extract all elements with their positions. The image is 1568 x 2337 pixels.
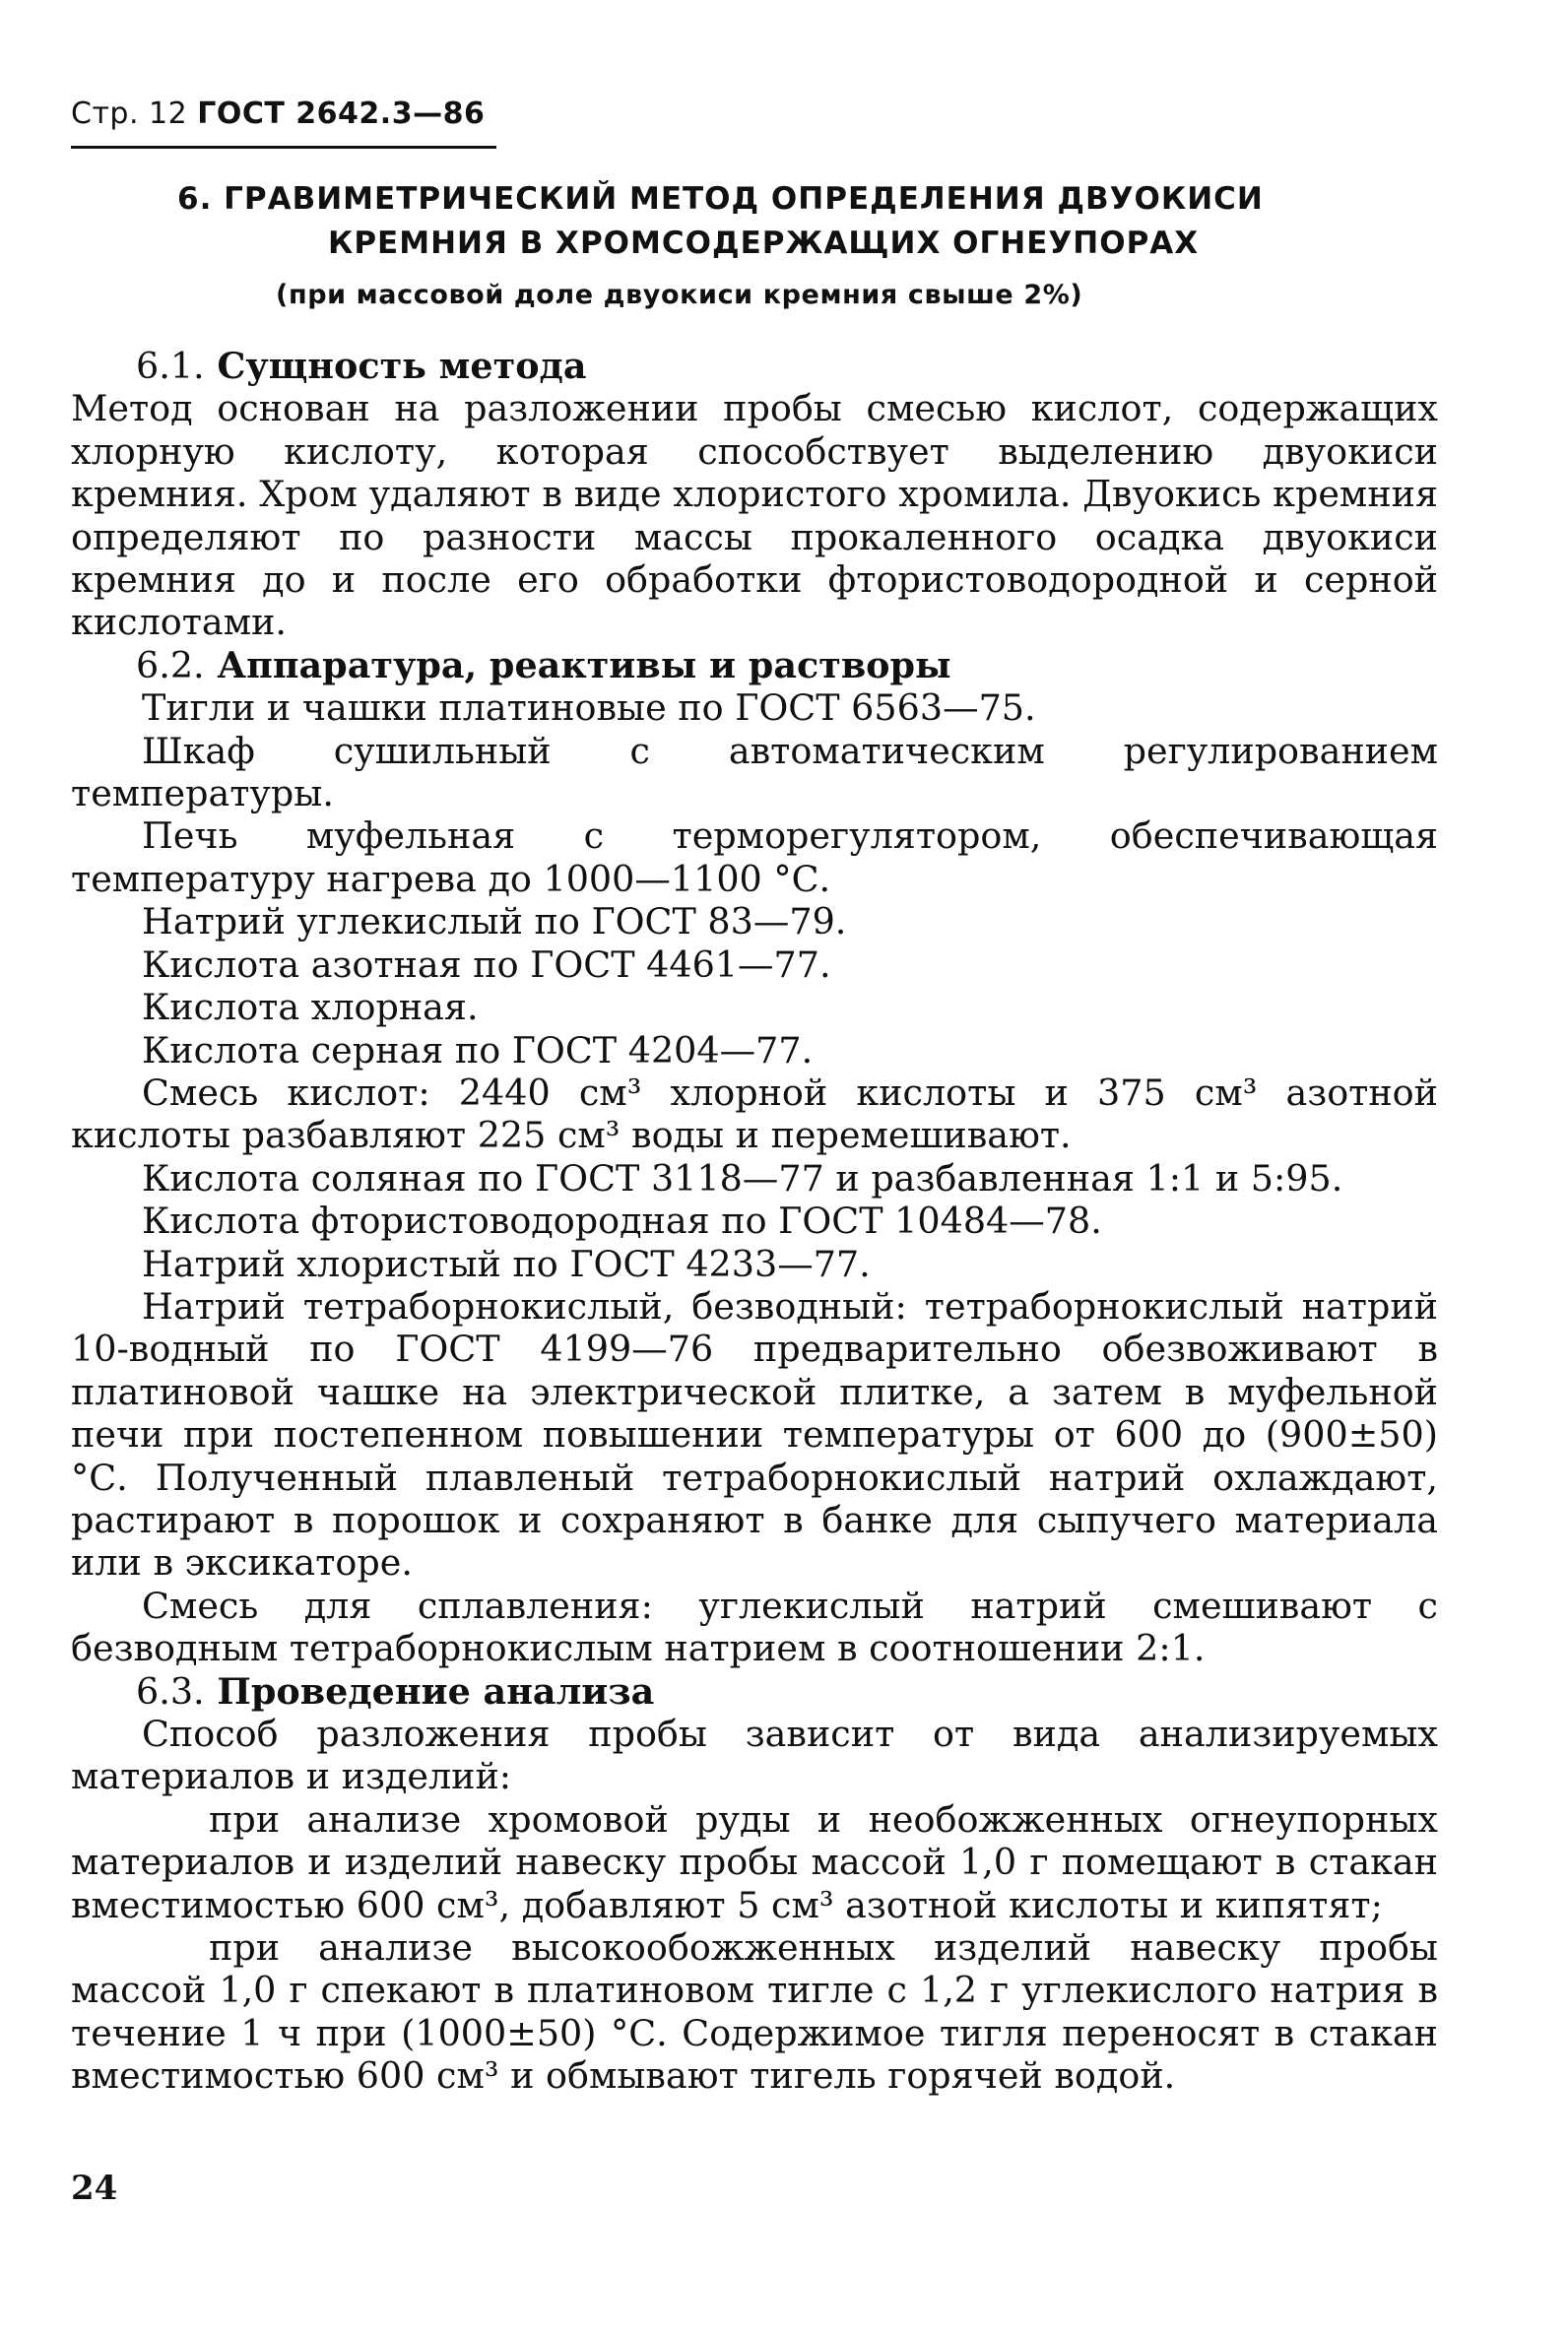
- paragraph-intro: Способ разложения пробы зависит от вида анализируемых материалов и изделий:: [71, 1713, 1438, 1798]
- subsection-number: 6.2.: [136, 643, 205, 686]
- page-header: [71, 97, 494, 131]
- paragraph-high-fired: при анализе высокообожженных изделий навеску пробы массой 1,0 г спекают в платиновом тигле с 1,2 г углекислого натрия в течение 1 ч при (1000±50) °С. Содержимое тигля переносят в стакан вместимостью 600 см³ и обмывают тигель горячей водой.: [71, 1926, 1438, 2098]
- subsection-number: 6.1.: [136, 345, 205, 387]
- section-subtitle: (при массовой доле двуокиси кремния свыше 2%): [276, 280, 1083, 310]
- subsection-title: Сущность метода: [217, 345, 587, 387]
- page-number: 24: [71, 2169, 118, 2208]
- list-item: Тигли и чашки платиновые по ГОСТ 6563—75.: [142, 686, 1036, 730]
- header-rule: [71, 146, 496, 149]
- subsection-heading-6-2: [71, 644, 1438, 686]
- section-title-line-2: КРЕМНИЯ В ХРОМСОДЕРЖАЩИХ ОГНЕУПОРАХ: [328, 226, 1200, 261]
- list-item: Шкаф сушильный с автоматическим регулированием температуры.: [71, 729, 1438, 815]
- list-item: Печь муфельная с терморегулятором, обеспечивающая температуру нагрева до 1000—1100 °С.: [71, 814, 1438, 900]
- list-item: Смесь кислот: 2440 см³ хлорной кислоты и 375 см³ азотной кислоты разбавляют 225 см³ воды и перемешивают.: [71, 1071, 1438, 1157]
- list-item: Натрий тетраборнокислый, безводный: тетраборнокислый натрий 10-водный по ГОСТ 4199—76 предварительно обезвоживают в платиновой чашке на электрической плитке, а затем в муфельной печи при постепенном повышении температуры от 600 до (900±50) °С. Полученный плавленый тетраборнокислый натрий охлаждают, растирают в порошок и сохраняют в банке для сыпучего материала или в эксикаторе.: [71, 1284, 1438, 1585]
- paragraph-chrome-ore: при анализе хромовой руды и необожженных огнеупорных материалов и изделий навеску пробы массой 1,0 г помещают в стакан вместимостью 600 см³, добавляют 5 см³ азотной кислоты и кипятят;: [71, 1797, 1438, 1926]
- list-item: Смесь для сплавления: углекислый натрий смешивают с безводным тетраборнокислым натрием в соотношении 2:1.: [71, 1584, 1438, 1670]
- standard-number: ГОСТ 2642.3—86: [197, 97, 486, 131]
- list-item: Натрий хлористый по ГОСТ 4233—77.: [142, 1242, 871, 1285]
- subsection-heading-6-3: [71, 1670, 1438, 1713]
- section-title-line-1: 6. ГРАВИМЕТРИЧЕСКИЙ МЕТОД ОПРЕДЕЛЕНИЯ ДВУОКИСИ: [177, 181, 1264, 217]
- subsection-number: 6.3.: [136, 1669, 205, 1713]
- subsection-heading-6-1: [71, 345, 1438, 387]
- list-item: Кислота хлорная.: [142, 986, 479, 1029]
- paragraph-method-essence: Метод основан на разложении пробы смесью кислот, содержащих хлорную кислоту, которая способствует выделению двуокиси кремния. Хром удаляют в виде хлористого хромила. Двуокись кремния определяют по разности массы прокаленного осадка двуокиси кремния до и после его обработки фтористоводородной и серной кислотами.: [71, 387, 1438, 644]
- list-item: Кислота фтористоводородная по ГОСТ 10484—78.: [142, 1200, 1102, 1243]
- list-item: Кислота азотная по ГОСТ 4461—77.: [142, 942, 831, 986]
- list-item: Кислота соляная по ГОСТ 3118—77 и разбавленная 1:1 и 5:95.: [142, 1156, 1343, 1200]
- list-item: Натрий углекислый по ГОСТ 83—79.: [142, 900, 847, 943]
- subsection-title: Аппаратура, реактивы и растворы: [217, 643, 951, 686]
- subsection-title: Проведение анализа: [217, 1669, 655, 1713]
- document-body: [71, 345, 1438, 2098]
- page-label: Стр. 12: [71, 97, 188, 131]
- list-item: Кислота серная по ГОСТ 4204—77.: [142, 1028, 814, 1071]
